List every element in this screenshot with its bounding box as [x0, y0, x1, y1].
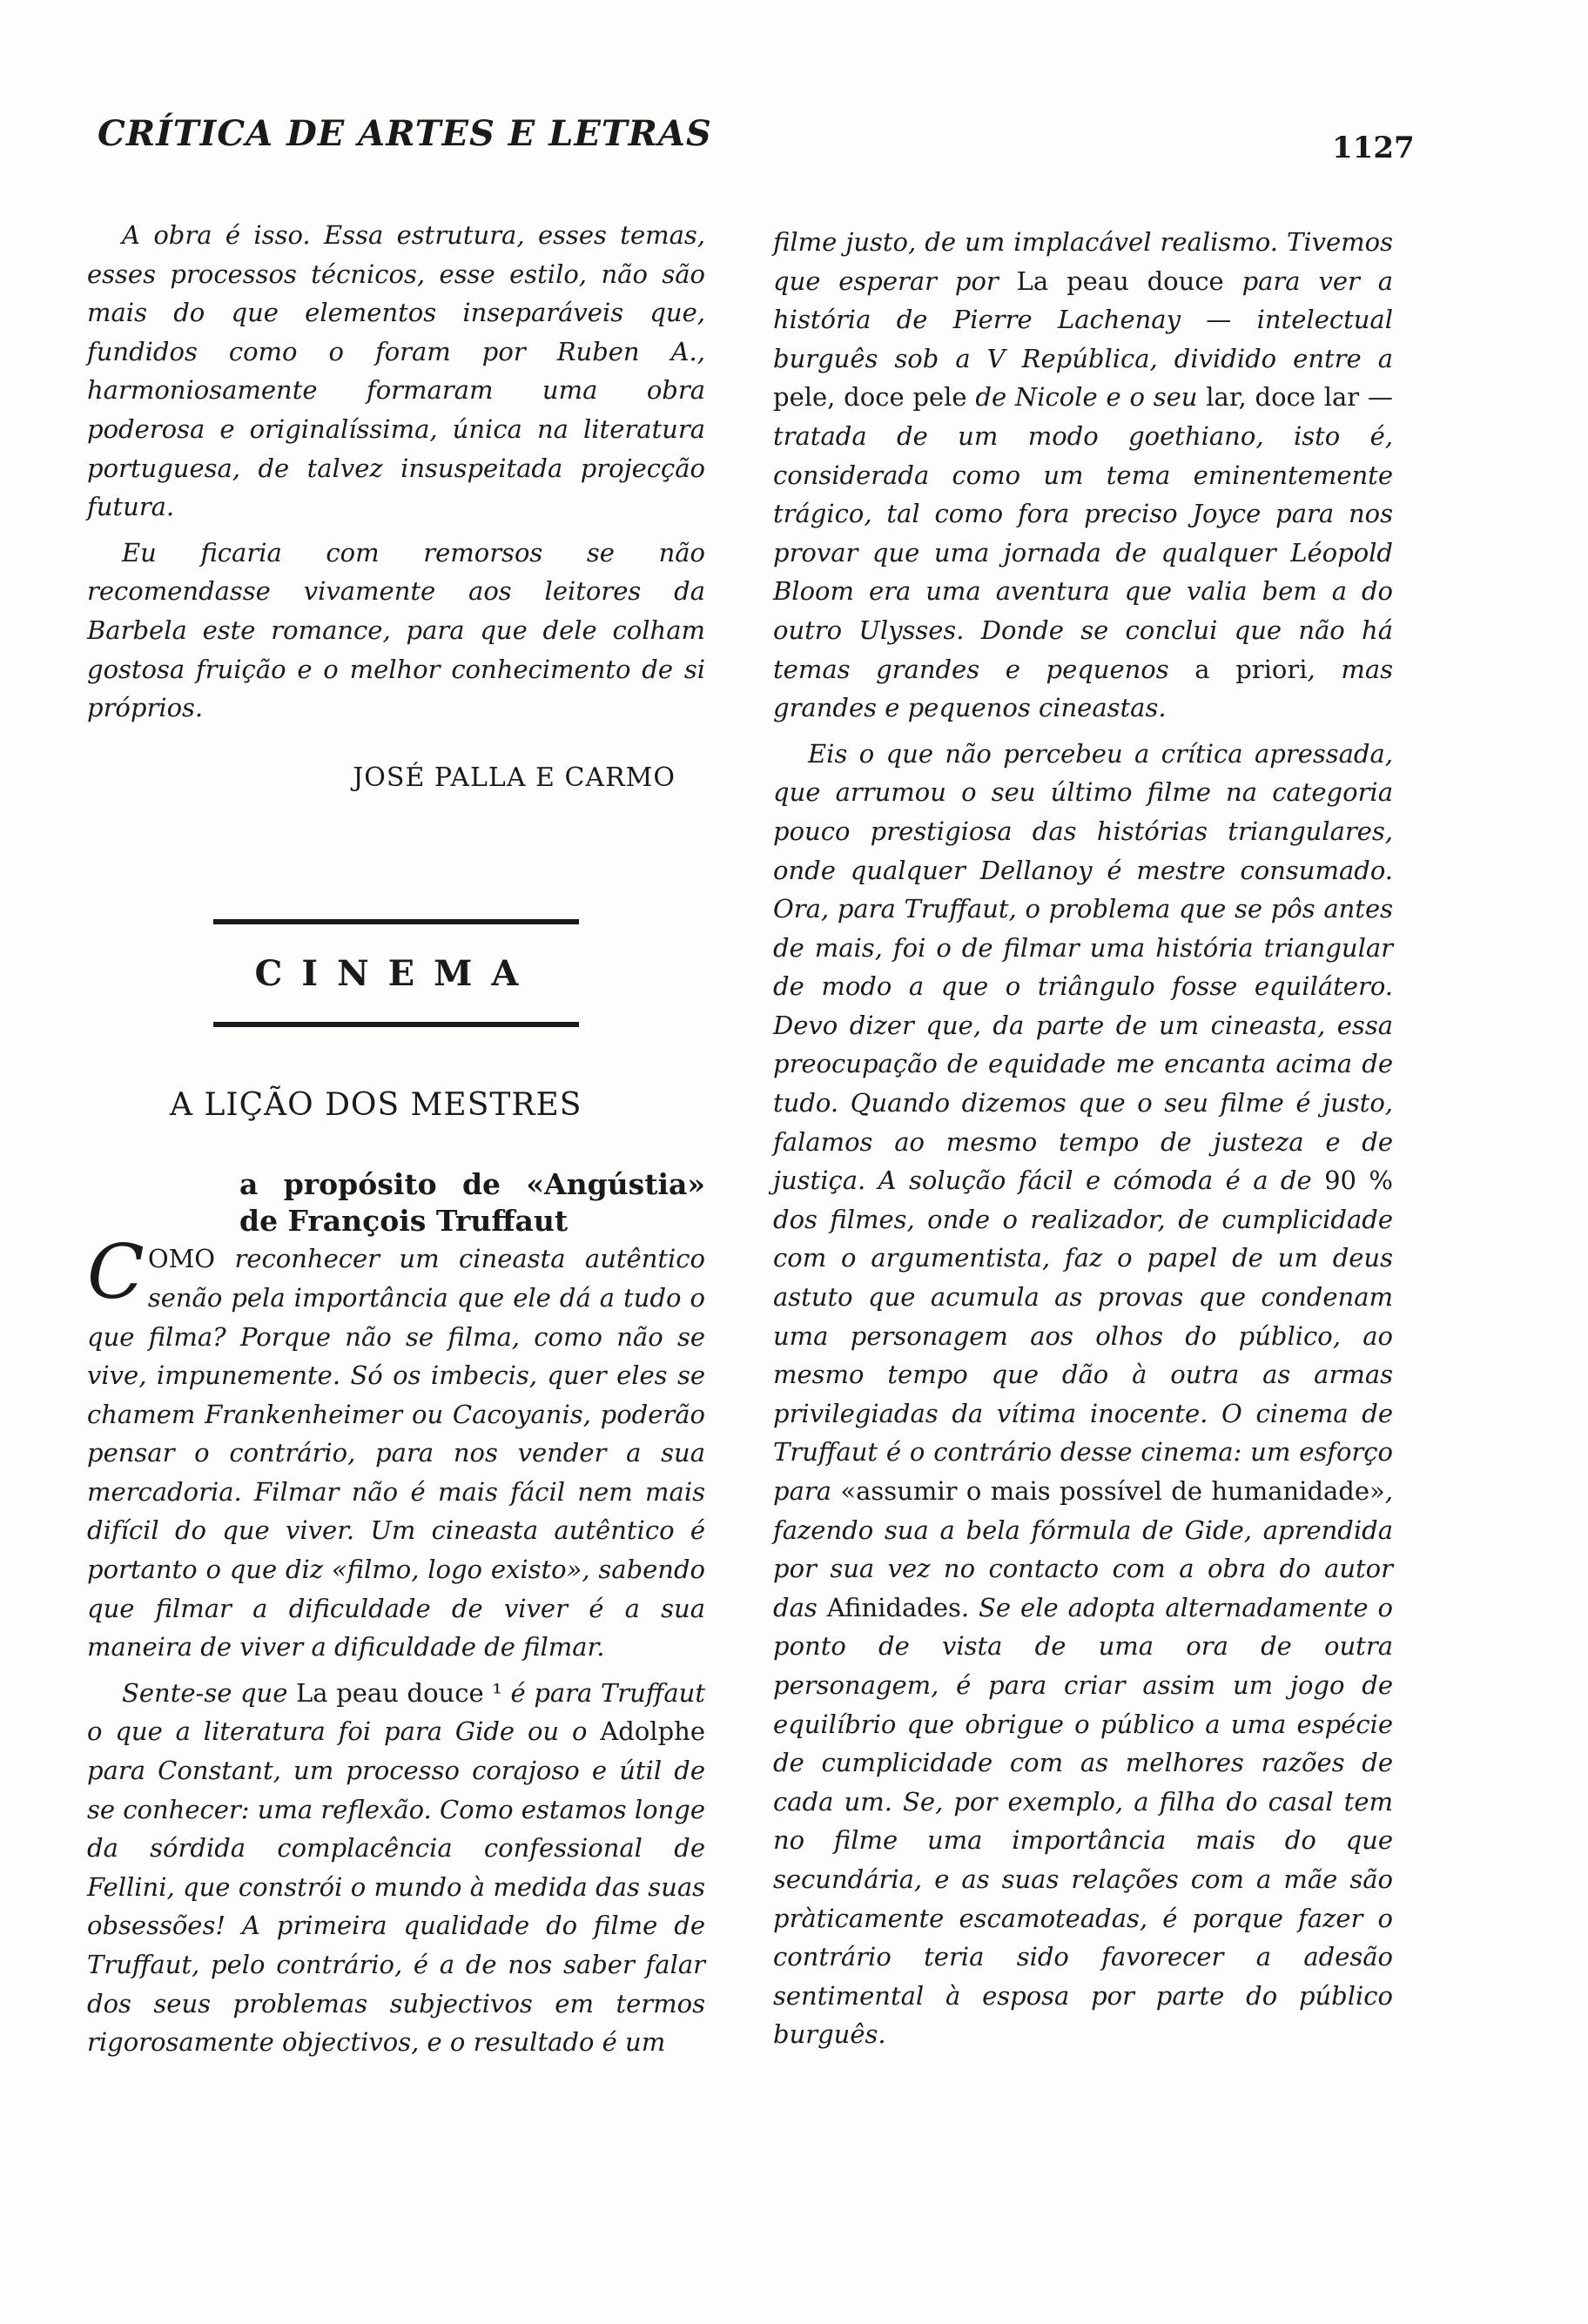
- section-title: CINEMA: [254, 953, 538, 995]
- article-title: A LIÇÃO DOS MESTRES: [170, 1087, 582, 1124]
- film-title: La peau douce: [296, 1677, 484, 1708]
- paragraph: A obra é isso. Essa estrutura, esses temas, esses processos técnicos, esse estilo, não são mais do que elementos inseparáveis que, fundidos como o foram por Ruben A., harmoniosamente formaram uma obra poderosa e originalíssima, única na literatura portuguesa, de talvez insuspeitada projecção futura.: [87, 220, 705, 522]
- footnote-ref: ¹: [483, 1677, 502, 1708]
- lead-text: reconhecer um cineasta autêntico senão pela importância que ele dá a tudo o que filma? Porque não se filma, como não se vive, impunemente. Só os imbecis, quer eles se chamem Frankenheimer ou Cacoyanis, poderão pensar o contrário, para nos vender a sua mercadoria. Filmar não é mais fácil nem mais difícil do que viver. Um cineasta autêntico é portanto o que diz «filmo, logo existo», sabendo que filmar a dificuldade de viver é a sua maneira de viver a dificuldade de filmar.: [87, 1244, 705, 1662]
- lead-paragraph: [87, 1229, 705, 1667]
- page-number: 1127: [1332, 131, 1415, 165]
- section-heading-block: [87, 919, 705, 1027]
- paragraph: Eis o que não percebeu a crítica apressada, que arrumou o seu último filme na categoria pouco prestigiosa das histórias triangulares, onde qualquer Dellanoy é mestre consumado. Ora, para Truffaut, o problema que se pôs antes de mais, foi o de filmar uma história triangular de modo a que o triângulo fosse equilátero. Devo dizer que, da parte de um cineasta, essa preocupação de equidade me encanta acima de tudo. Quando dizemos que o seu filme é justo, falamos ao mesmo tempo de justeza e de justiça. A solução fácil e cómoda é a de 90 % dos filmes, onde o realizador, de cumplicidade com o argumentista, faz o papel de um deus astuto que acumula as provas que condenam uma personagem aos olhos do público, ao mesmo tempo que dão à outra as armas privilegiadas da vítima inocente. O cinema de Truffaut é o contrário desse cinema: um esforço para «assumir o mais possível de humanidade», fazendo sua a bela fórmula de Gide, aprendida por sua vez no contacto com a obra do autor das Afinidades. Se ele adopta alternadamente o ponto de vista de uma ora de outra personagem, é para criar assim um jogo de equilíbrio que obrigue o público a uma espécie de cumplicidade com as melhores razões de cada um. Se, por exemplo, a filha do casal tem no filme uma importância mais do que secundária, e as suas relações com a mãe são pràticamente escamoteadas, é porque fazer o contrário teria sido favorecer a adesão sentimental à esposa por parte do público burguês.: [773, 738, 1393, 2050]
- film-title: La peau douce: [1016, 265, 1224, 296]
- book-title: Afinidades: [826, 1592, 961, 1622]
- top-rule: [213, 919, 579, 924]
- paragraph: filme justo, de um implacável realismo. Tivemos que esperar por La peau douce para ver a história de Pierre Lachenay — intelectual burguês sob a V República, dividido entre a pele, doce pele de Nicole e o seu lar, doce lar — tratada de um modo goethiano, isto é, considerada como um tema eminentemente trágico, tal como fora preciso Joyce para nos provar que uma jornada de qualquer Léopold Bloom era uma aventura que valia bem a do outro Ulysses. Donde se conclui que não há temas grandes e pequenos a priori, mas grandes e pequenos cineastas.: [773, 227, 1394, 723]
- article-subtitle: a propósito de «Angústia» de François Truffaut: [239, 1167, 705, 1239]
- running-head: CRÍTICA DE ARTES E LETRAS: [98, 113, 712, 154]
- book-title: Adolphe: [600, 1716, 705, 1747]
- left-column: [87, 216, 705, 2062]
- right-column: [773, 223, 1393, 2054]
- drop-cap: C: [87, 1229, 145, 1317]
- author-signature: JOSÉ PALLA E CARMO: [353, 762, 676, 793]
- bottom-rule: [213, 1022, 579, 1027]
- paragraph: Eu ficaria com remorsos se não recomendasse vivamente aos leitores da Barbela este romance, para que dele colham gostosa fruição e o melhor conhecimento de si próprios.: [87, 537, 705, 723]
- paragraph: Sente-se que La peau douce ¹ é para Truffaut o que a literatura foi para Gide ou o Adolphe para Constant, um processo corajoso e útil de se conhecer: uma reflexão. Como estamos longe da sórdida complacência confessional de Fellini, que constrói o mundo à medida das suas obsessões! A primeira qualidade do filme de Truffaut, pelo contrário, é a de nos saber falar dos seus problemas subjectivos em termos rigorosamente objectivos, e o resultado é um: [87, 1677, 706, 2058]
- quotation: «assumir o mais possível de humanidade»: [840, 1476, 1385, 1506]
- lead-smallcaps: OMO: [147, 1244, 216, 1274]
